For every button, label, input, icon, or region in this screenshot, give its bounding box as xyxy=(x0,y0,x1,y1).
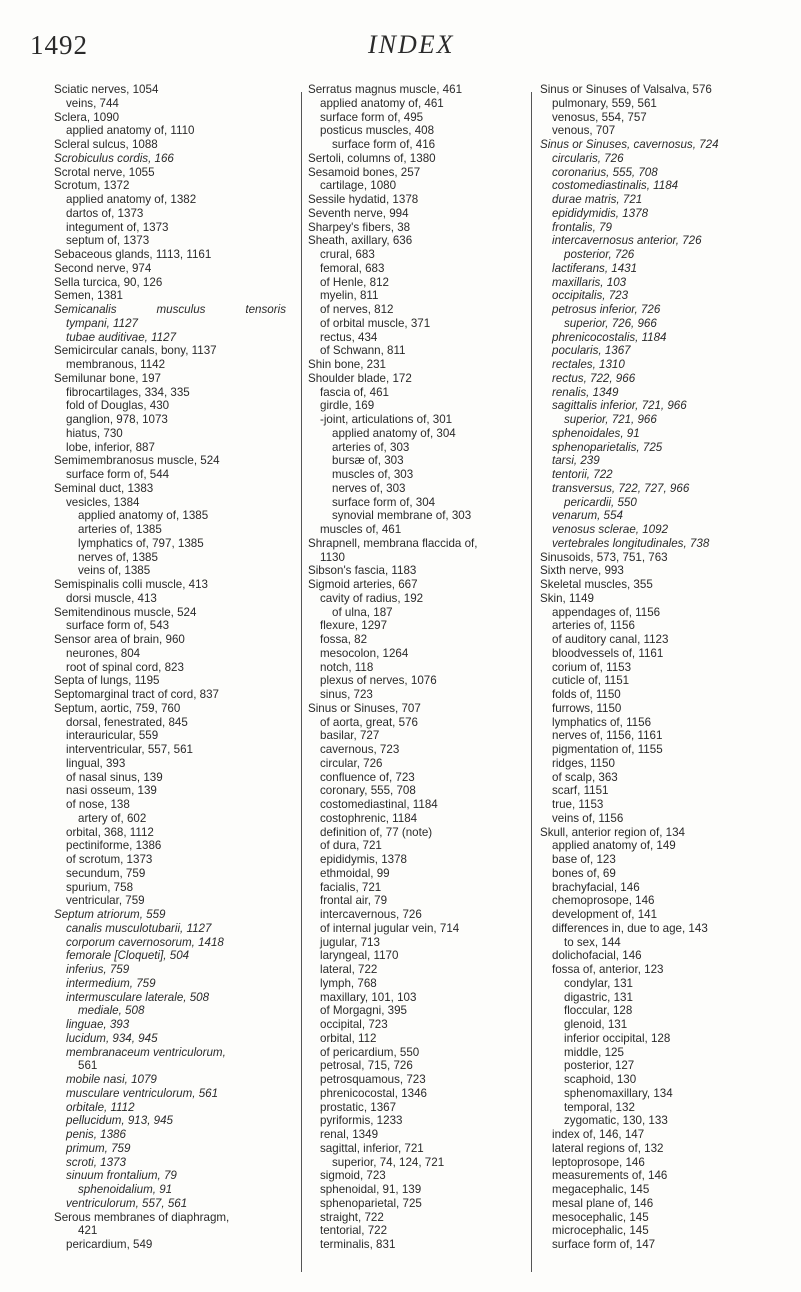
index-entry: pectiniforme, 1386 xyxy=(66,839,162,853)
index-entry: Serratus magnus muscle, 461 xyxy=(308,83,463,96)
index-entry: sphenoparietal, 725 xyxy=(320,1196,422,1210)
index-entry: base of, 123 xyxy=(552,853,616,866)
index-entry: of internal jugular vein, 714 xyxy=(320,921,460,935)
index-entry: Septum, aortic, 759, 760 xyxy=(54,701,181,715)
index-entry: cavity of radius, 192 xyxy=(320,591,424,605)
index-entry: intermusculare laterale, 508 xyxy=(66,990,210,1004)
index-entry: Semilunar bone, 197 xyxy=(54,371,161,385)
index-entry: occipital, 723 xyxy=(320,1018,388,1031)
index-entry: leptoprosope, 146 xyxy=(552,1155,645,1169)
index-entry: Semispinalis colli muscle, 413 xyxy=(54,578,209,591)
index-entry: Sinus or Sinuses, 707 xyxy=(308,701,421,715)
index-entry: 561 xyxy=(78,1059,98,1073)
index-entry: durae matris, 721 xyxy=(552,193,643,206)
index-column-2 xyxy=(308,83,556,1252)
index-entry: applied anatomy of, 149 xyxy=(552,839,676,853)
index-entry: Sella turcica, 90, 126 xyxy=(54,275,163,289)
index-entry: bones of, 69 xyxy=(552,866,616,880)
index-entry: orbitale, 1112 xyxy=(66,1100,135,1114)
index-entry: lingual, 393 xyxy=(66,756,126,770)
index-entry: dolichofacial, 146 xyxy=(552,949,642,963)
index-entry: lymphatics of, 1156 xyxy=(552,715,652,729)
index-entry: Skull, anterior region of, 134 xyxy=(540,825,686,839)
index-entry: plexus of nerves, 1076 xyxy=(320,674,437,688)
index-entry: terminalis, 831 xyxy=(320,1238,396,1251)
index-entry: rectus, 434 xyxy=(320,330,378,344)
page-header xyxy=(30,30,770,70)
index-entry: spurium, 758 xyxy=(66,880,134,894)
index-entry: bursæ of, 303 xyxy=(332,454,404,468)
index-entry: Septomarginal tract of cord, 837 xyxy=(54,688,219,701)
index-entry: Sinus or Sinuses, cavernosus, 724 xyxy=(540,138,719,151)
index-entry: intermedium, 759 xyxy=(66,976,156,990)
index-entry: coronary, 555, 708 xyxy=(320,784,416,798)
index-entry: lateral, 722 xyxy=(320,963,378,976)
index-entry: pulmonary, 559, 561 xyxy=(552,96,657,110)
index-entry: Shrapnell, membrana flaccida of, xyxy=(308,536,478,550)
index-entry: Sixth nerve, 993 xyxy=(540,564,624,578)
index-entry: sigmoid, 723 xyxy=(320,1169,386,1183)
index-entry: membranaceum ventriculorum, xyxy=(66,1045,226,1059)
index-entry: primum, 759 xyxy=(66,1141,131,1155)
index-entry: development of, 141 xyxy=(552,908,658,921)
index-entry: jugular, 713 xyxy=(320,935,380,949)
index-entry: posterior, 127 xyxy=(564,1059,635,1073)
index-entry: mesocolon, 1264 xyxy=(320,646,409,660)
index-entry: Sinusoids, 573, 751, 763 xyxy=(540,550,668,564)
index-entry: 421 xyxy=(78,1224,98,1238)
index-entry: epididymidis, 1378 xyxy=(552,206,649,220)
index-entry: superior, 726, 966 xyxy=(564,316,657,330)
index-entry: lactiferans, 1431 xyxy=(552,261,638,275)
index-entry: inferius, 759 xyxy=(66,963,130,976)
index-entry: vertebrales longitudinales, 738 xyxy=(552,536,710,550)
index-entry: scaphoid, 130 xyxy=(564,1073,637,1086)
index-entry: secundum, 759 xyxy=(66,866,146,880)
index-entry: Semicanalis musculus tensoris xyxy=(54,303,286,316)
index-entry: of aorta, great, 576 xyxy=(320,715,418,729)
index-entry: Scrotum, 1372 xyxy=(54,179,130,193)
index-entry: Semen, 1381 xyxy=(54,289,123,303)
index-entry: corporum cavernosorum, 1418 xyxy=(66,935,224,949)
index-entry: of Morgagni, 395 xyxy=(320,1004,408,1018)
index-entry: pyriformis, 1233 xyxy=(320,1114,403,1128)
index-entry: pigmentation of, 1155 xyxy=(552,743,663,756)
index-entry: of dura, 721 xyxy=(320,839,382,853)
index-entry: corium of, 1153 xyxy=(552,660,632,674)
index-entry: index of, 146, 147 xyxy=(552,1128,645,1141)
index-entry: of scalp, 363 xyxy=(552,770,618,784)
index-entry: Septa of lungs, 1195 xyxy=(54,674,160,688)
index-entry: membranous, 1142 xyxy=(66,358,166,371)
index-entry: orbital, 112 xyxy=(320,1031,377,1045)
index-entry: petrosus inferior, 726 xyxy=(552,303,661,316)
index-entry: lobe, inferior, 887 xyxy=(66,440,155,454)
index-entry: Semitendinous muscle, 524 xyxy=(54,605,197,619)
index-entry: arteries of, 1385 xyxy=(78,523,162,536)
index-entry: Shoulder blade, 172 xyxy=(308,371,412,385)
running-head: INDEX xyxy=(368,30,455,59)
index-entry: veins, 744 xyxy=(66,96,119,110)
index-entry: measurements of, 146 xyxy=(552,1169,668,1183)
index-entry: of Henle, 812 xyxy=(320,275,389,289)
index-entry: veins of, 1385 xyxy=(78,564,151,578)
index-entry: interauricular, 559 xyxy=(66,729,159,743)
index-entry: Sclera, 1090 xyxy=(54,110,120,124)
index-entry: Sheath, axillary, 636 xyxy=(308,234,413,248)
index-entry: costomediastinal, 1184 xyxy=(320,798,438,811)
index-entry: scroti, 1373 xyxy=(66,1155,126,1169)
index-entry: Semimembranosus muscle, 524 xyxy=(54,454,220,468)
index-entry: Scrotal nerve, 1055 xyxy=(54,165,155,179)
index-entry: lymph, 768 xyxy=(320,976,377,990)
index-entry: flexure, 1297 xyxy=(320,619,388,633)
index-entry: Sinus or Sinuses of Valsalva, 576 xyxy=(540,83,712,96)
index-entry: venous, 707 xyxy=(552,124,616,138)
index-entry: posterior, 726 xyxy=(564,248,635,261)
index-entry: middle, 125 xyxy=(564,1045,624,1059)
index-entry: of ulna, 187 xyxy=(332,605,393,619)
index-entry: applied anatomy of, 304 xyxy=(332,426,456,440)
index-entry: epididymis, 1378 xyxy=(320,853,408,866)
index-entry: prostatic, 1367 xyxy=(320,1100,397,1114)
index-entry: appendages of, 1156 xyxy=(552,605,661,619)
index-entry: ventricular, 759 xyxy=(66,894,145,908)
index-entry: sagittalis inferior, 721, 966 xyxy=(552,399,687,413)
index-entry: cuticle of, 1151 xyxy=(552,674,630,688)
index-entry: furrows, 1150 xyxy=(552,701,622,715)
index-entry: sphenomaxillary, 134 xyxy=(564,1086,673,1100)
index-entry: fascia of, 461 xyxy=(320,385,389,399)
index-entry: Sigmoid arteries, 667 xyxy=(308,578,418,591)
index-entry: frontalis, 79 xyxy=(552,220,612,234)
index-entry: to sex, 144 xyxy=(564,935,621,949)
index-entry: sphenoparietalis, 725 xyxy=(552,440,663,454)
index-entry: condylar, 131 xyxy=(564,976,633,990)
index-entry: tarsi, 239 xyxy=(552,454,600,468)
index-entry: fossa, 82 xyxy=(320,633,368,646)
index-entry: microcephalic, 145 xyxy=(552,1224,649,1238)
index-entry: femorale [Cloqueti], 504 xyxy=(66,949,190,963)
index-entry: straight, 722 xyxy=(320,1210,384,1224)
index-entry: of auditory canal, 1123 xyxy=(552,633,669,646)
index-entry: Seminal duct, 1383 xyxy=(54,481,154,495)
index-entry: intercavernosus anterior, 726 xyxy=(552,234,702,248)
index-entry: facialis, 721 xyxy=(320,880,382,894)
index-entry: true, 1153 xyxy=(552,798,604,811)
index-entry: ethmoidal, 99 xyxy=(320,866,390,880)
index-entry: tympani, 1127 xyxy=(66,316,138,330)
index-entry: nerves of, 1156, 1161 xyxy=(552,729,663,743)
index-entry: muscles of, 303 xyxy=(332,468,414,481)
index-column-1 xyxy=(54,83,302,1252)
index-entry: venarum, 554 xyxy=(552,509,623,523)
index-entry: pocularis, 1367 xyxy=(552,344,631,358)
index-entry: mobile nasi, 1079 xyxy=(66,1073,157,1086)
index-entry: circularis, 726 xyxy=(552,151,624,165)
index-entry: phrenicocostal, 1346 xyxy=(320,1086,427,1100)
index-entry: 1130 xyxy=(320,550,345,564)
index-entry: differences in, due to age, 143 xyxy=(552,921,708,935)
index-entry: posticus muscles, 408 xyxy=(320,124,435,138)
index-entry: mesocephalic, 145 xyxy=(552,1210,649,1224)
index-entry: Scleral sulcus, 1088 xyxy=(54,138,158,151)
index-entry: fold of Douglas, 430 xyxy=(66,399,170,413)
index-entry: cavernous, 723 xyxy=(320,743,400,756)
index-entry: tubae auditivae, 1127 xyxy=(66,330,177,344)
index-entry: renal, 1349 xyxy=(320,1128,379,1141)
index-entry: maxillaris, 103 xyxy=(552,275,627,289)
index-entry: surface form of, 416 xyxy=(332,138,436,151)
index-column-3 xyxy=(540,83,796,1252)
index-entry: Sessile hydatid, 1378 xyxy=(308,193,419,206)
index-entry: surface form of, 304 xyxy=(332,495,436,509)
index-entry: of nerves, 812 xyxy=(320,303,394,316)
index-entry: Sibson's fascia, 1183 xyxy=(308,564,417,578)
index-entry: lucidum, 934, 945 xyxy=(66,1031,158,1045)
index-entry: applied anatomy of, 1385 xyxy=(78,509,209,523)
index-entry: pericardium, 549 xyxy=(66,1238,153,1251)
index-entry: digastric, 131 xyxy=(564,990,633,1004)
index-entry: mesal plane of, 146 xyxy=(552,1196,654,1210)
index-entry: basilar, 727 xyxy=(320,729,380,743)
index-entry: linguae, 393 xyxy=(66,1018,130,1031)
index-entry: Scrobiculus cordis, 166 xyxy=(54,151,174,165)
index-entry: muscles of, 461 xyxy=(320,523,402,536)
index-entry: lateral regions of, 132 xyxy=(552,1141,664,1155)
index-entry: occipitalis, 723 xyxy=(552,289,629,303)
index-entry: folds of, 1150 xyxy=(552,688,621,701)
index-entry: dorsi muscle, 413 xyxy=(66,591,157,605)
index-entry: chemoprosope, 146 xyxy=(552,894,655,908)
index-entry: bloodvessels of, 1161 xyxy=(552,646,664,660)
index-entry: petrosal, 715, 726 xyxy=(320,1059,413,1073)
index-entry: Sebaceous glands, 1113, 1161 xyxy=(54,248,212,261)
index-entry: sphenoidal, 91, 139 xyxy=(320,1183,422,1196)
index-entry: Septum atriorum, 559 xyxy=(54,908,166,921)
index-entry: superior, 721, 966 xyxy=(564,413,657,426)
index-entry: venosus sclerae, 1092 xyxy=(552,523,669,536)
index-entry: ridges, 1150 xyxy=(552,756,615,770)
index-entry: petrosquamous, 723 xyxy=(320,1073,426,1086)
index-entry: of Schwann, 811 xyxy=(320,344,406,358)
index-entry: root of spinal cord, 823 xyxy=(66,660,184,674)
index-entry: superior, 74, 124, 721 xyxy=(332,1155,445,1169)
index-entry: Sensor area of brain, 960 xyxy=(54,633,185,646)
index-entry: Sesamoid bones, 257 xyxy=(308,165,421,179)
index-entry: arteries of, 1156 xyxy=(552,619,635,633)
index-entry: girdle, 169 xyxy=(320,399,375,413)
index-entry: sphenoidales, 91 xyxy=(552,426,640,440)
index-entry: of scrotum, 1373 xyxy=(66,853,153,866)
index-entry: costophrenic, 1184 xyxy=(320,811,418,825)
index-entry: sinus, 723 xyxy=(320,688,373,701)
index-entry: nasi osseum, 139 xyxy=(66,784,157,798)
index-entry: applied anatomy of, 1382 xyxy=(66,193,197,206)
index-entry: venosus, 554, 757 xyxy=(552,110,647,124)
index-entry: vesicles, 1384 xyxy=(66,495,140,509)
index-entry: canalis musculotubarii, 1127 xyxy=(66,921,212,935)
index-entry: temporal, 132 xyxy=(564,1100,635,1114)
index-entry: sphenoidalium, 91 xyxy=(78,1183,173,1196)
index-entry: megacephalic, 145 xyxy=(552,1183,650,1196)
index-entry: Shin bone, 231 xyxy=(308,358,387,371)
index-entry: of pericardium, 550 xyxy=(320,1045,420,1059)
index-entry: brachyfacial, 146 xyxy=(552,880,640,894)
index-entry: coronarius, 555, 708 xyxy=(552,165,658,179)
index-entry: floccular, 128 xyxy=(564,1004,633,1018)
index-entry: circular, 726 xyxy=(320,756,383,770)
index-entry: pellucidum, 913, 945 xyxy=(66,1114,173,1128)
index-entry: tentorial, 722 xyxy=(320,1224,388,1238)
index-entry: cartilage, 1080 xyxy=(320,179,397,193)
index-entry: tentorii, 722 xyxy=(552,468,613,481)
index-entry: maxillary, 101, 103 xyxy=(320,990,417,1004)
page-number: 1492 xyxy=(30,30,88,60)
index-entry: fossa of, anterior, 123 xyxy=(552,963,664,976)
index-entry: hiatus, 730 xyxy=(66,426,123,440)
index-entry: laryngeal, 1170 xyxy=(320,949,399,963)
index-entry: artery of, 602 xyxy=(78,811,147,825)
index-entry: Second nerve, 974 xyxy=(54,261,152,275)
index-entry: frontal air, 79 xyxy=(320,894,388,908)
index-entry: ganglion, 978, 1073 xyxy=(66,413,168,426)
index-entry: femoral, 683 xyxy=(320,261,385,275)
index-entry: integument of, 1373 xyxy=(66,220,169,234)
index-entry: zygomatic, 130, 133 xyxy=(564,1114,668,1128)
index-entry: nerves of, 1385 xyxy=(78,550,158,564)
index-entry: phrenicocostalis, 1184 xyxy=(552,330,667,344)
index-entry: notch, 118 xyxy=(320,660,374,674)
index-entry: Seventh nerve, 994 xyxy=(308,206,409,220)
index-entry: dartos of, 1373 xyxy=(66,206,144,220)
index-entry: dorsal, fenestrated, 845 xyxy=(66,715,188,729)
index-entry: surface form of, 544 xyxy=(66,468,170,481)
index-entry: crural, 683 xyxy=(320,248,375,261)
index-entry: intercavernous, 726 xyxy=(320,908,422,921)
index-entry: Sertoli, columns of, 1380 xyxy=(308,151,436,165)
index-entry: surface form of, 543 xyxy=(66,619,170,633)
index-entry: neurones, 804 xyxy=(66,646,141,660)
index-entry: mediale, 508 xyxy=(78,1004,145,1018)
index-entry: applied anatomy of, 461 xyxy=(320,96,444,110)
index-entry: rectales, 1310 xyxy=(552,358,625,371)
index-entry: surface form of, 495 xyxy=(320,110,424,124)
index-entry: septum of, 1373 xyxy=(66,234,150,248)
index-entry: inferior occipital, 128 xyxy=(564,1031,671,1045)
index-entry: sagittal, inferior, 721 xyxy=(320,1141,424,1155)
index-entry: scarf, 1151 xyxy=(552,784,609,798)
index-entry: -joint, articulations of, 301 xyxy=(320,413,453,426)
index-entry: lymphatics of, 797, 1385 xyxy=(78,536,204,550)
index-entry: sinuum frontalium, 79 xyxy=(66,1169,177,1183)
index-entry: nerves of, 303 xyxy=(332,481,406,495)
index-entry: rectus, 722, 966 xyxy=(552,371,636,385)
index-entry: pericardii, 550 xyxy=(564,495,637,509)
index-entry: veins of, 1156 xyxy=(552,811,624,825)
index-entry: interventricular, 557, 561 xyxy=(66,743,193,756)
index-entry: glenoid, 131 xyxy=(564,1018,628,1031)
index-entry: renalis, 1349 xyxy=(552,385,619,399)
index-entry: of nasal sinus, 139 xyxy=(66,770,163,784)
index-entry: Sharpey's fibers, 38 xyxy=(308,220,411,234)
index-entry: ventriculorum, 557, 561 xyxy=(66,1196,188,1210)
index-entry: definition of, 77 (note) xyxy=(320,825,433,839)
index-entry: arteries of, 303 xyxy=(332,440,410,454)
index-entry: myelin, 811 xyxy=(320,289,379,303)
index-entry: confluence of, 723 xyxy=(320,770,415,784)
index-entry: of nose, 138 xyxy=(66,798,130,811)
index-entry: Sciatic nerves, 1054 xyxy=(54,83,159,96)
index-entry: Semicircular canals, bony, 1137 xyxy=(54,344,217,358)
index-entry: penis, 1386 xyxy=(66,1128,126,1141)
index-entry: of orbital muscle, 371 xyxy=(320,316,431,330)
index-entry: Skin, 1149 xyxy=(540,591,594,605)
index-entry: surface form of, 147 xyxy=(552,1238,656,1251)
index-entry: synovial membrane of, 303 xyxy=(332,509,472,523)
index-entry: orbital, 368, 1112 xyxy=(66,825,154,839)
index-entry: costomediastinalis, 1184 xyxy=(552,179,679,193)
index-entry: Serous membranes of diaphragm, xyxy=(54,1210,230,1224)
index-entry: fibrocartilages, 334, 335 xyxy=(66,385,190,399)
index-entry: Skeletal muscles, 355 xyxy=(540,578,653,591)
index-entry: applied anatomy of, 1110 xyxy=(66,124,195,138)
index-entry: musculare ventriculorum, 561 xyxy=(66,1086,219,1100)
index-entry: transversus, 722, 727, 966 xyxy=(552,481,690,495)
